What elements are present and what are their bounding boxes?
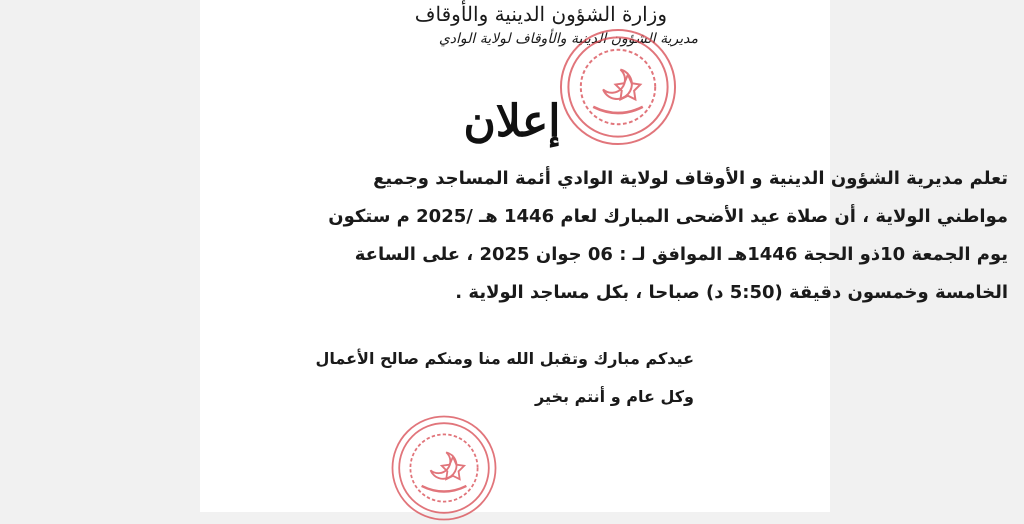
body-line: الخامسة وخمسون دقيقة (5:50 د) صباحا ، بكل مساجد الولاية . [455,282,1008,303]
announcement-body [262,160,1008,312]
body-line: تعلم مديرية الشؤون الدينية و الأوقاف لولاية الوادي أئمة المساجد وجميع [373,168,1008,189]
ministry-header: وزارة الشؤون الدينية والأوقاف [414,2,667,26]
official-stamp [388,412,500,524]
closing-line: وكل عام و أنتم بخير [534,387,694,406]
closing-line: عيدكم مبارك وتقبل الله منا ومنكم صالح الأعمال [315,349,694,368]
body-line: مواطني الولاية ، أن صلاة عيد الأضحى المبارك لعام 1446 هـ /2025 م ستكون [328,206,1008,227]
closing-greeting [315,340,694,416]
body-line: يوم الجمعة 10ذو الحجة 1446هـ الموافق لـ : 06 جوان 2025 ، على الساعة [354,244,1008,265]
directorate-header: مديرية الشؤون الدينية والأوقاف لولاية الوادي [438,31,698,47]
announcement-title: إعلان [463,96,561,147]
